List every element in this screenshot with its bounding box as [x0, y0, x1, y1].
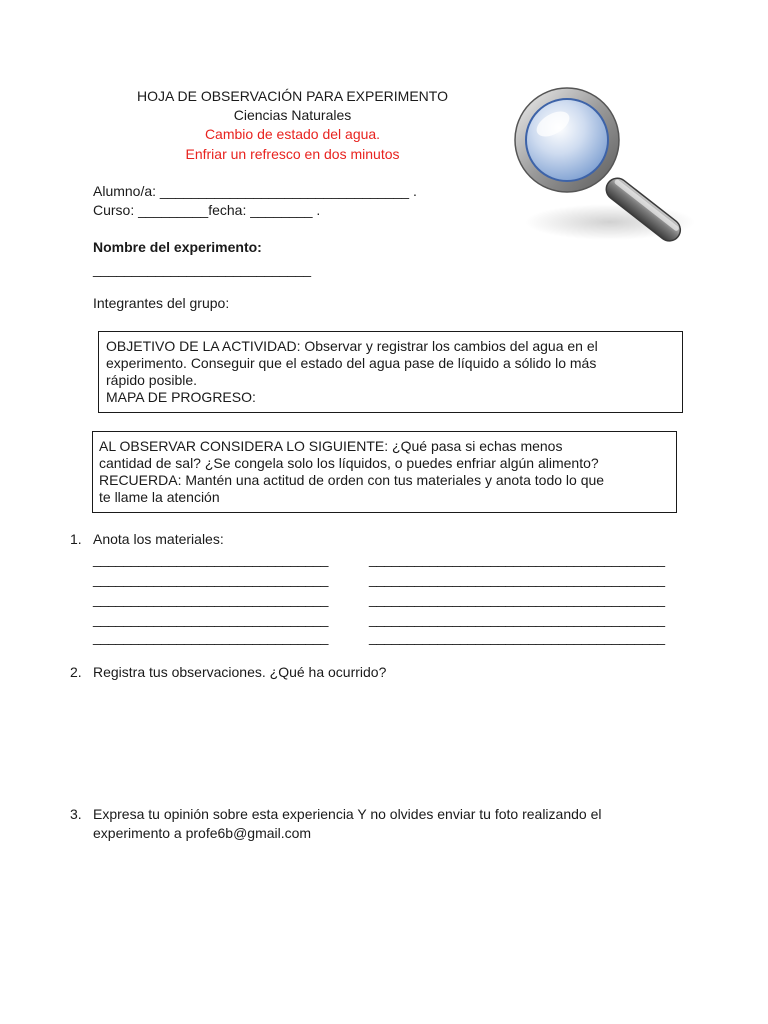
question-3-text-continued: experimento a profe6b@gmail.com [93, 825, 312, 841]
consider-line: RECUERDA: Mantén una actitud de orden con tus materiales y anota todo lo que [99, 472, 605, 488]
subtitle: Enfriar un refresco en dos minutos [185, 146, 400, 162]
material-line-right[interactable]: _______________________________________ [369, 591, 665, 607]
topic: Cambio de estado del agua. [204, 126, 381, 142]
objective-line: OBJETIVO DE LA ACTIVIDAD: Observar y registrar los cambios del agua en el [106, 338, 598, 354]
group-members-label: Integrantes del grupo: [93, 295, 230, 311]
question-2-text: Registra tus observaciones. ¿Qué ha ocurrido? [93, 664, 387, 680]
objective-box [98, 331, 683, 413]
material-line-right[interactable]: _______________________________________ [369, 551, 665, 567]
material-line-left[interactable]: _______________________________ [93, 611, 329, 627]
material-line-right[interactable]: _______________________________________ [369, 571, 665, 587]
question-number: 2. [70, 664, 82, 680]
experiment-name-field[interactable]: ____________________________ [93, 261, 312, 277]
material-line-left[interactable]: _______________________________ [93, 551, 329, 567]
material-line-right[interactable]: _______________________________________ [369, 611, 665, 627]
student-name-field[interactable]: Alumno/a: ________________________________ . [93, 183, 417, 199]
experiment-name-label: Nombre del experimento: [93, 239, 262, 255]
progress-map-label: MAPA DE PROGRESO: [106, 389, 256, 405]
magnifying-glass-icon [505, 84, 700, 244]
question-1-text: Anota los materiales: [93, 531, 224, 547]
material-line-right[interactable]: _______________________________________ [369, 629, 665, 645]
consider-line: AL OBSERVAR CONSIDERA LO SIGUIENTE: ¿Qué pasa si echas menos [99, 438, 563, 454]
question-number: 3. [70, 806, 82, 822]
consider-box [92, 431, 677, 513]
subject: Ciencias Naturales [233, 107, 352, 123]
material-line-left[interactable]: _______________________________ [93, 571, 329, 587]
objective-line: experimento. Conseguir que el estado del agua pase de líquido a sólido lo más [106, 355, 597, 371]
material-line-left[interactable]: _______________________________ [93, 591, 329, 607]
consider-line: cantidad de sal? ¿Se congela solo los líquidos, o puedes enfriar algún alimento? [99, 455, 599, 471]
document-title: HOJA DE OBSERVACIÓN PARA EXPERIMENTO [137, 88, 448, 104]
question-number: 1. [70, 531, 82, 547]
objective-line: rápido posible. [106, 372, 198, 388]
course-date-field[interactable]: Curso: _________fecha: ________ . [93, 202, 321, 218]
question-3-text: Expresa tu opinión sobre esta experiencia Y no olvides enviar tu foto realizando el [93, 806, 602, 822]
consider-line: te llame la atención [99, 489, 220, 505]
material-line-left[interactable]: _______________________________ [93, 629, 329, 645]
